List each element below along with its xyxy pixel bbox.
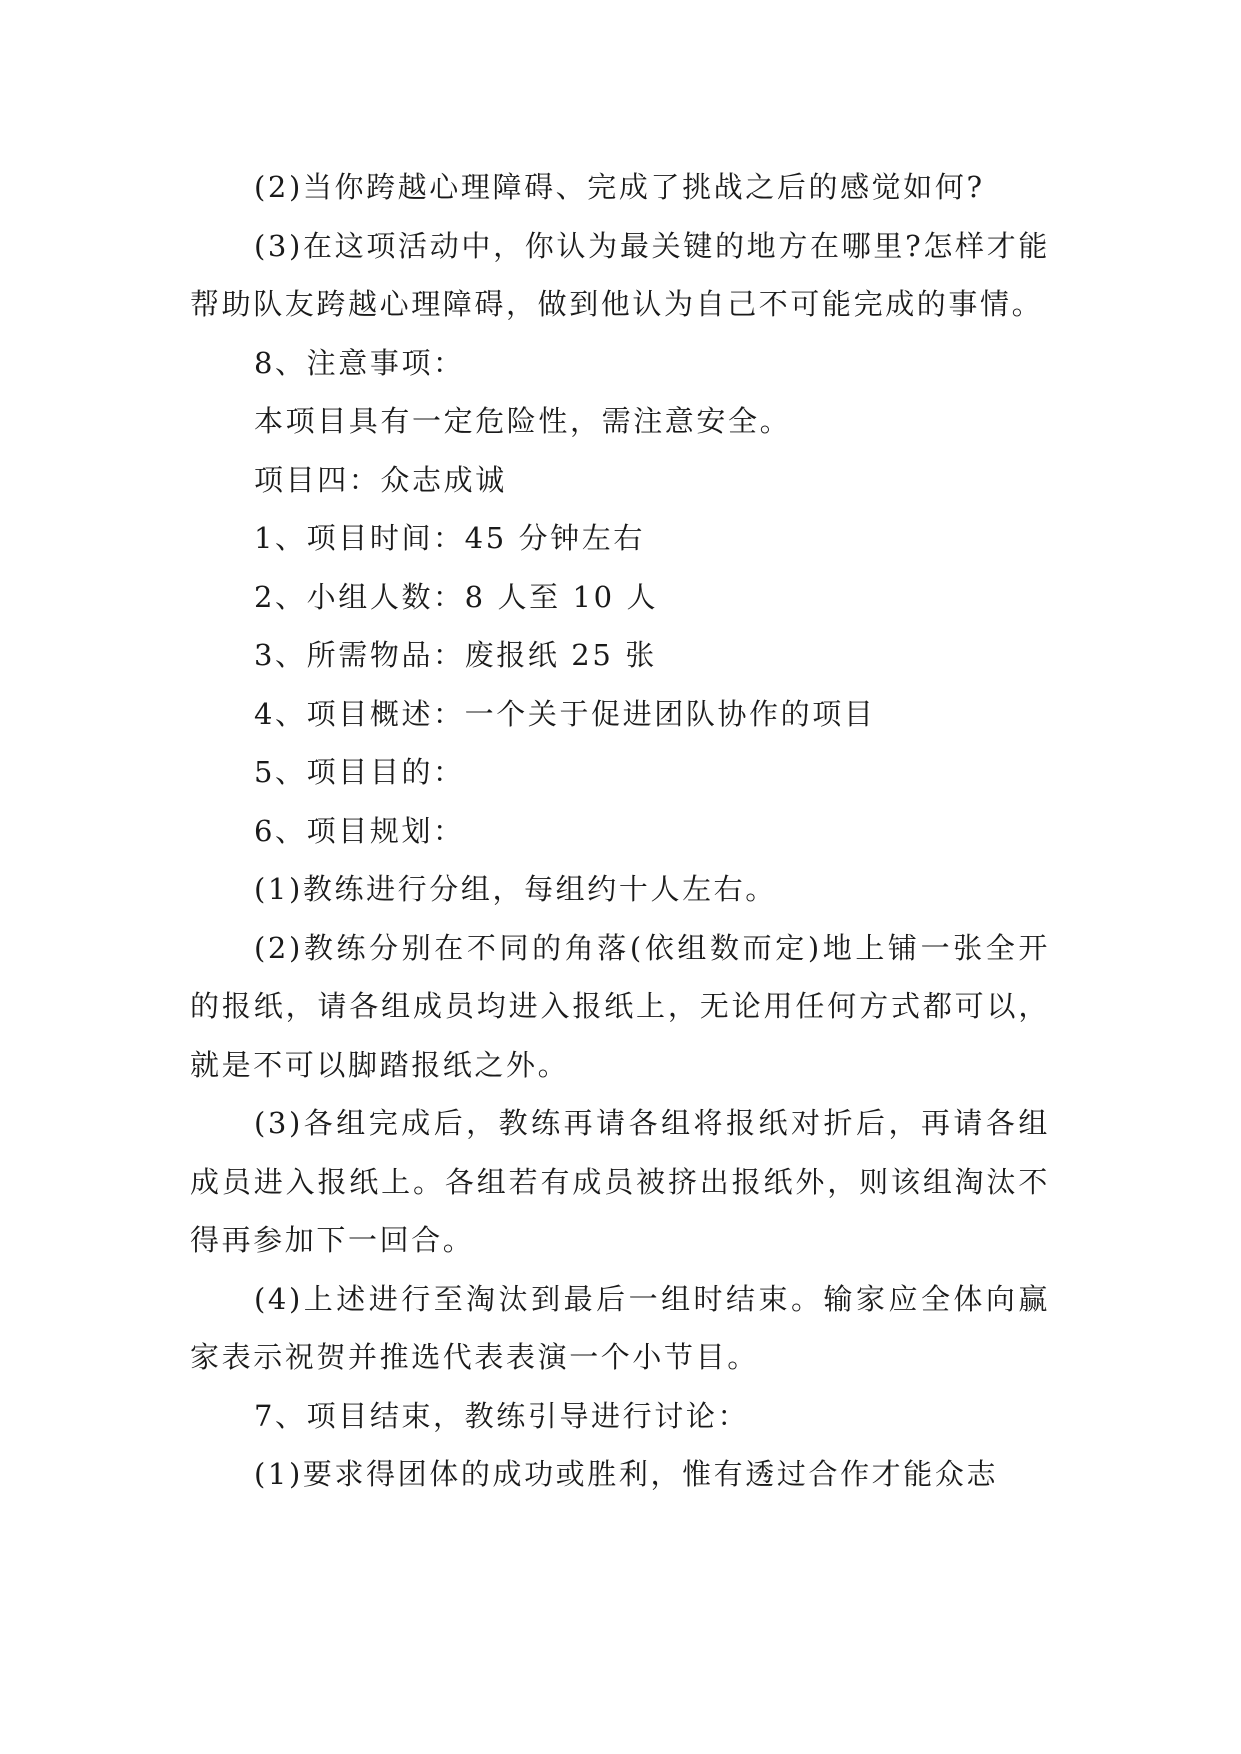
paragraph-discussion-question-2: (2)当你跨越心理障碍、完成了挑战之后的感觉如何? (254, 170, 985, 204)
discussion-point-1: (1)要求得团体的成功或胜利，惟有透过合作才能众志 (254, 1457, 999, 1491)
paragraph-discussion-question-3: (3)在这项活动中，你认为最关键的地方在哪里?怎样才能帮助队友跨越心理障碍，做到他认为自己不可能完成的事情。 (190, 228, 1050, 321)
item-group-size: 2、小组人数：8 人至 10 人 (254, 579, 659, 614)
item-project-end: 7、项目结束，教练引导进行讨论： (254, 1398, 750, 1433)
document-body (190, 158, 1050, 1504)
item-purpose: 5、项目目的： (254, 755, 465, 789)
item-plan: 6、项目规划： (254, 813, 465, 848)
heading-project-four: 项目四：众志成诚 (254, 462, 507, 497)
item-project-time: 1、项目时间：45 分钟左右 (254, 521, 645, 555)
plan-step-3: (3)各组完成后，教练再请各组将报纸对折后，再请各组成员进入报纸上。各组若有成员被挤出报纸外，则该组淘汰不得再参加下一回合。 (190, 1106, 1050, 1257)
plan-step-4: (4)上述进行至淘汰到最后一组时结束。输家应全体向赢家表示祝贺并推选代表表演一个小节目。 (190, 1281, 1050, 1374)
item-overview: 4、项目概述：一个关于促进团队协作的项目 (254, 696, 876, 731)
item-materials: 3、所需物品：废报纸 25 张 (254, 638, 657, 672)
plan-step-2: (2)教练分别在不同的角落(依组数而定)地上铺一张全开的报纸，请各组成员均进入报纸上，无论用任何方式都可以，就是不可以脚踏报纸之外。 (190, 930, 1050, 1082)
plan-step-1: (1)教练进行分组，每组约十人左右。 (254, 872, 777, 906)
heading-notes: 8、注意事项： (254, 345, 465, 380)
paragraph-safety-note: 本项目具有一定危险性，需注意安全。 (254, 404, 792, 438)
